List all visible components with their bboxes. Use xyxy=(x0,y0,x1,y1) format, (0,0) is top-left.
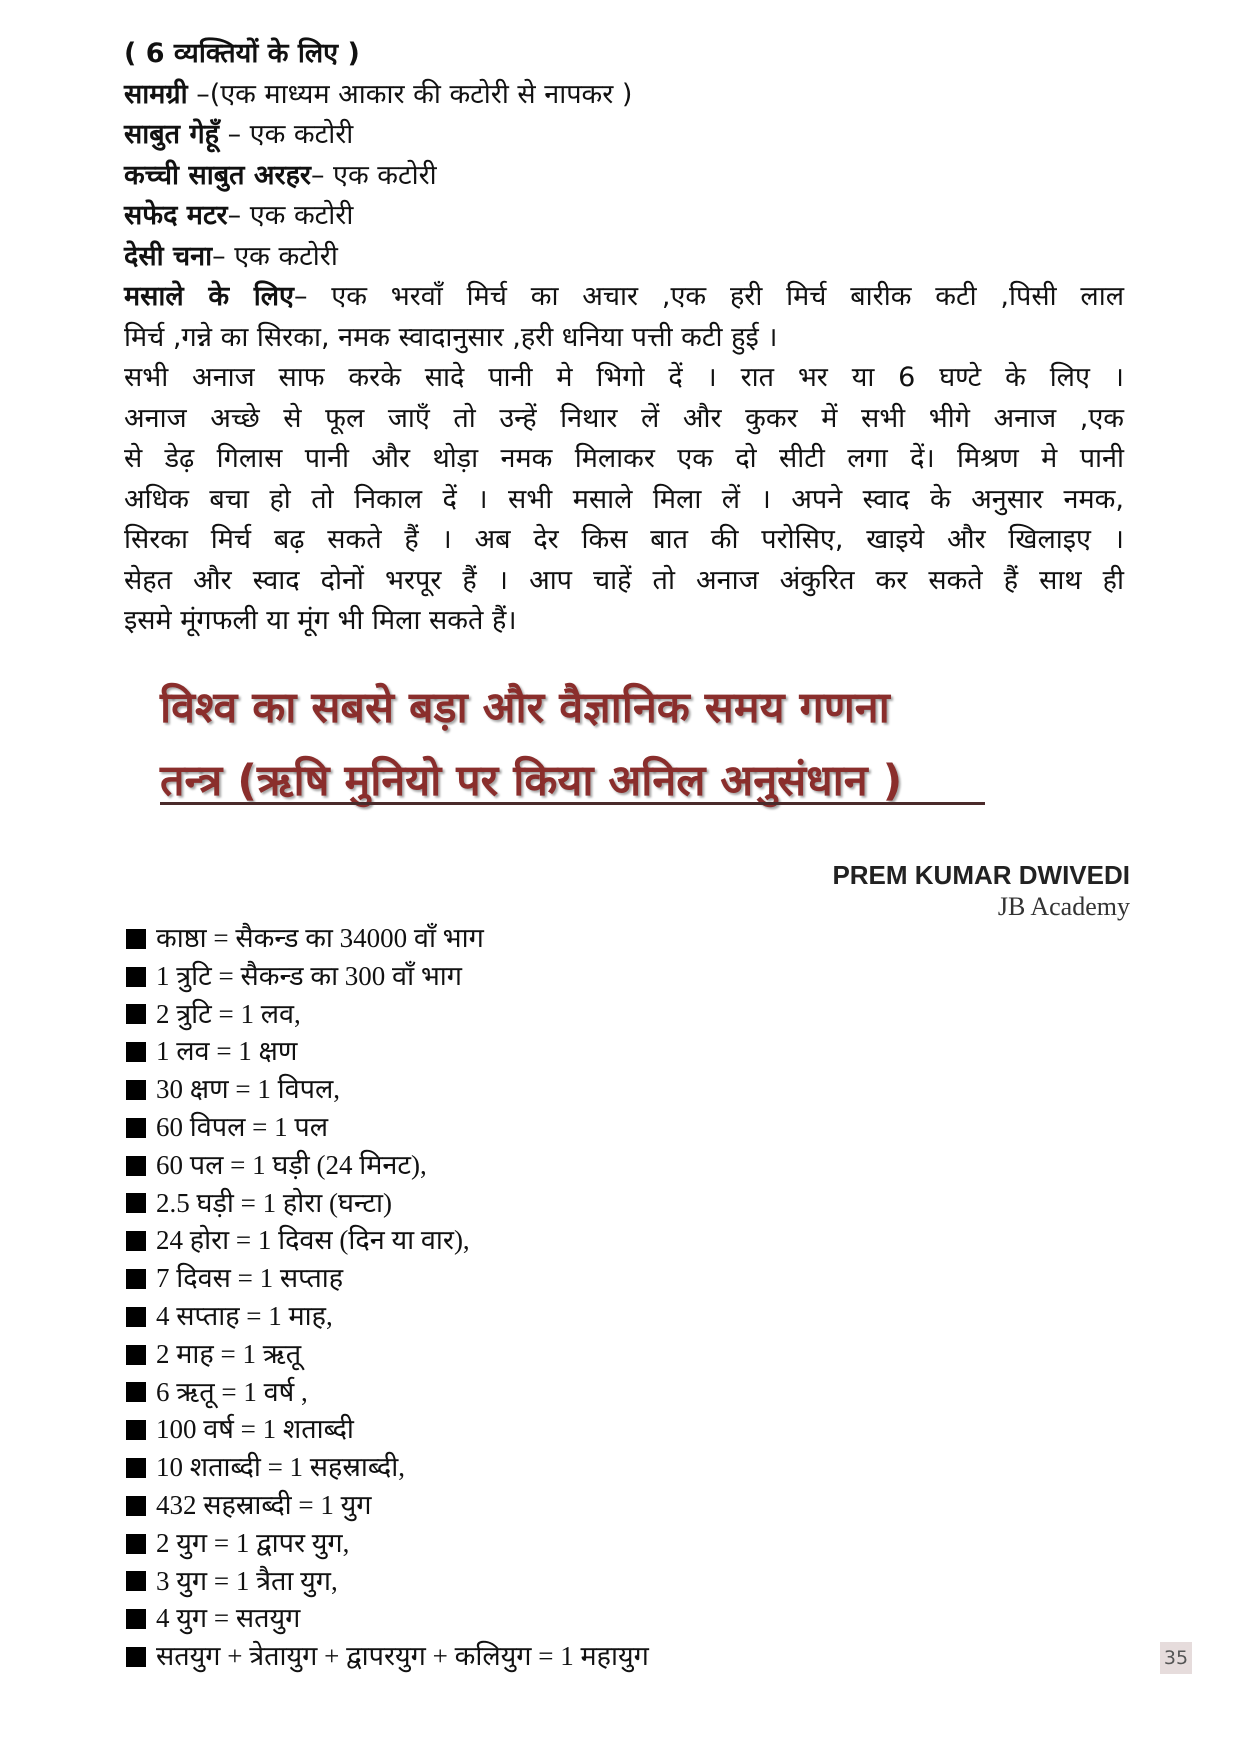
list-item: 4 सप्ताह = 1 माह, xyxy=(126,1298,649,1336)
recipe-section xyxy=(124,34,1124,642)
method-line: अधिक बचा हो तो निकाल दें । सभी मसाले मिला लें । अपने स्वाद के अनुसार नमक, xyxy=(124,483,1124,515)
serves-line: ( 6 व्यक्तियों के लिए ) xyxy=(124,38,360,69)
square-bullet-icon xyxy=(126,1004,146,1024)
list-item: 432 सहस्राब्दी = 1 युग xyxy=(126,1487,649,1525)
square-bullet-icon xyxy=(126,1156,146,1176)
square-bullet-icon xyxy=(126,929,146,949)
method-line: इसमे मूंगफली या मूंग भी मिला सकते हैं। xyxy=(124,605,517,636)
list-item: 6 ऋतू = 1 वर्ष , xyxy=(126,1374,649,1412)
ingredient-item: देसी चना– एक कटोरी xyxy=(124,240,338,272)
list-item: 2.5 घड़ी = 1 होरा (घन्टा) xyxy=(126,1185,649,1223)
list-item: सतयुग + त्रेतायुग + द्वापरयुग + कलियुग = 1 महायुग xyxy=(126,1638,649,1676)
square-bullet-icon xyxy=(126,1080,146,1100)
ingredient-item: कच्ची साबुत अरहर– एक कटोरी xyxy=(124,159,437,191)
spices-line: मसाले के लिए– एक भरवाँ मिर्च का अचार ,एक हरी मिर्च बारीक कटी ,पिसी लाल xyxy=(124,281,1125,312)
article-title-line: तन्त्र (ऋषि मुनियो पर किया अनिल अनुसंधान ) xyxy=(160,756,903,806)
list-item: काष्ठा = सैकन्ड का 34000 वाँ भाग xyxy=(126,920,649,958)
article-title-line: विश्व का सबसे बड़ा और वैज्ञानिक समय गणना xyxy=(160,683,890,733)
author-block xyxy=(832,858,1130,922)
page-number: 35 xyxy=(1160,1642,1192,1674)
square-bullet-icon xyxy=(126,1118,146,1138)
square-bullet-icon xyxy=(126,1269,146,1289)
list-item: 2 माह = 1 ऋतू xyxy=(126,1336,649,1374)
square-bullet-icon xyxy=(126,1307,146,1327)
method-line: सेहत और स्वाद दोनों भरपूर हैं । आप चाहें तो अनाज अंकुरित कर सकते हैं साथ ही xyxy=(124,564,1124,596)
list-item: 2 त्रुटि = 1 लव, xyxy=(126,996,649,1034)
list-item: 100 वर्ष = 1 शताब्दी xyxy=(126,1411,649,1449)
list-item: 7 दिवस = 1 सप्ताह xyxy=(126,1260,649,1298)
author-organization: JB Academy xyxy=(997,892,1130,921)
square-bullet-icon xyxy=(126,1382,146,1402)
list-item: 2 युग = 1 द्वापर युग, xyxy=(126,1525,649,1563)
spices-line: मिर्च ,गन्ने का सिरका, नमक स्वादानुसार ,हरी धनिया पत्ती कटी हुई । xyxy=(124,321,778,353)
list-item: 60 विपल = 1 पल xyxy=(126,1109,649,1147)
method-line: से डेढ़ गिलास पानी और थोड़ा नमक मिलाकर एक दो सीटी लगा दें। मिश्रण मे पानी xyxy=(124,443,1124,474)
square-bullet-icon xyxy=(126,1231,146,1251)
square-bullet-icon xyxy=(126,1534,146,1554)
list-item: 30 क्षण = 1 विपल, xyxy=(126,1071,649,1109)
list-item: 10 शताब्दी = 1 सहस्राब्दी, xyxy=(126,1449,649,1487)
method-line: सिरका मिर्च बढ़ सकते हैं । अब देर किस बात की परोसिए, खाइये और खिलाइए । xyxy=(124,524,1124,555)
square-bullet-icon xyxy=(126,1042,146,1062)
square-bullet-icon xyxy=(126,1571,146,1591)
ingredients-line xyxy=(124,75,1124,116)
spices-heading: मसाले के लिए xyxy=(124,281,294,312)
time-units-list xyxy=(126,920,649,1676)
list-item: 24 होरा = 1 दिवस (दिन या वार), xyxy=(126,1222,649,1260)
method-line: सभी अनाज साफ करके सादे पानी मे भिगो दें । रात भर या 6 घण्टे के लिए । xyxy=(124,362,1124,393)
square-bullet-icon xyxy=(126,967,146,987)
article-title xyxy=(160,672,990,818)
square-bullet-icon xyxy=(126,1193,146,1213)
list-item: 60 पल = 1 घड़ी (24 मिनट), xyxy=(126,1147,649,1185)
square-bullet-icon xyxy=(126,1345,146,1365)
title-underline xyxy=(160,802,985,805)
method-line: अनाज अच्छे से फूल जाएँ तो उन्हें निथार लें और कुकर में सभी भीगे अनाज ,एक xyxy=(124,402,1124,434)
square-bullet-icon xyxy=(126,1647,146,1667)
list-item: 1 लव = 1 क्षण xyxy=(126,1033,649,1071)
square-bullet-icon xyxy=(126,1609,146,1629)
list-item: 1 त्रुटि = सैकन्ड का 300 वाँ भाग xyxy=(126,958,649,996)
square-bullet-icon xyxy=(126,1458,146,1478)
square-bullet-icon xyxy=(126,1420,146,1440)
ingredients-heading: सामग्री xyxy=(124,78,188,110)
list-item: 4 युग = सतयुग xyxy=(126,1600,649,1638)
list-item: 3 युग = 1 त्रैता युग, xyxy=(126,1563,649,1601)
ingredient-item: साबुत गेहूँ – एक कटोरी xyxy=(124,119,354,150)
author-name: PREM KUMAR DWIVEDI xyxy=(832,860,1130,890)
ingredient-item: सफेद मटर– एक कटोरी xyxy=(124,200,354,231)
square-bullet-icon xyxy=(126,1496,146,1516)
ingredients-note: –(एक माध्यम आकार की कटोरी से नापकर ) xyxy=(196,78,633,110)
